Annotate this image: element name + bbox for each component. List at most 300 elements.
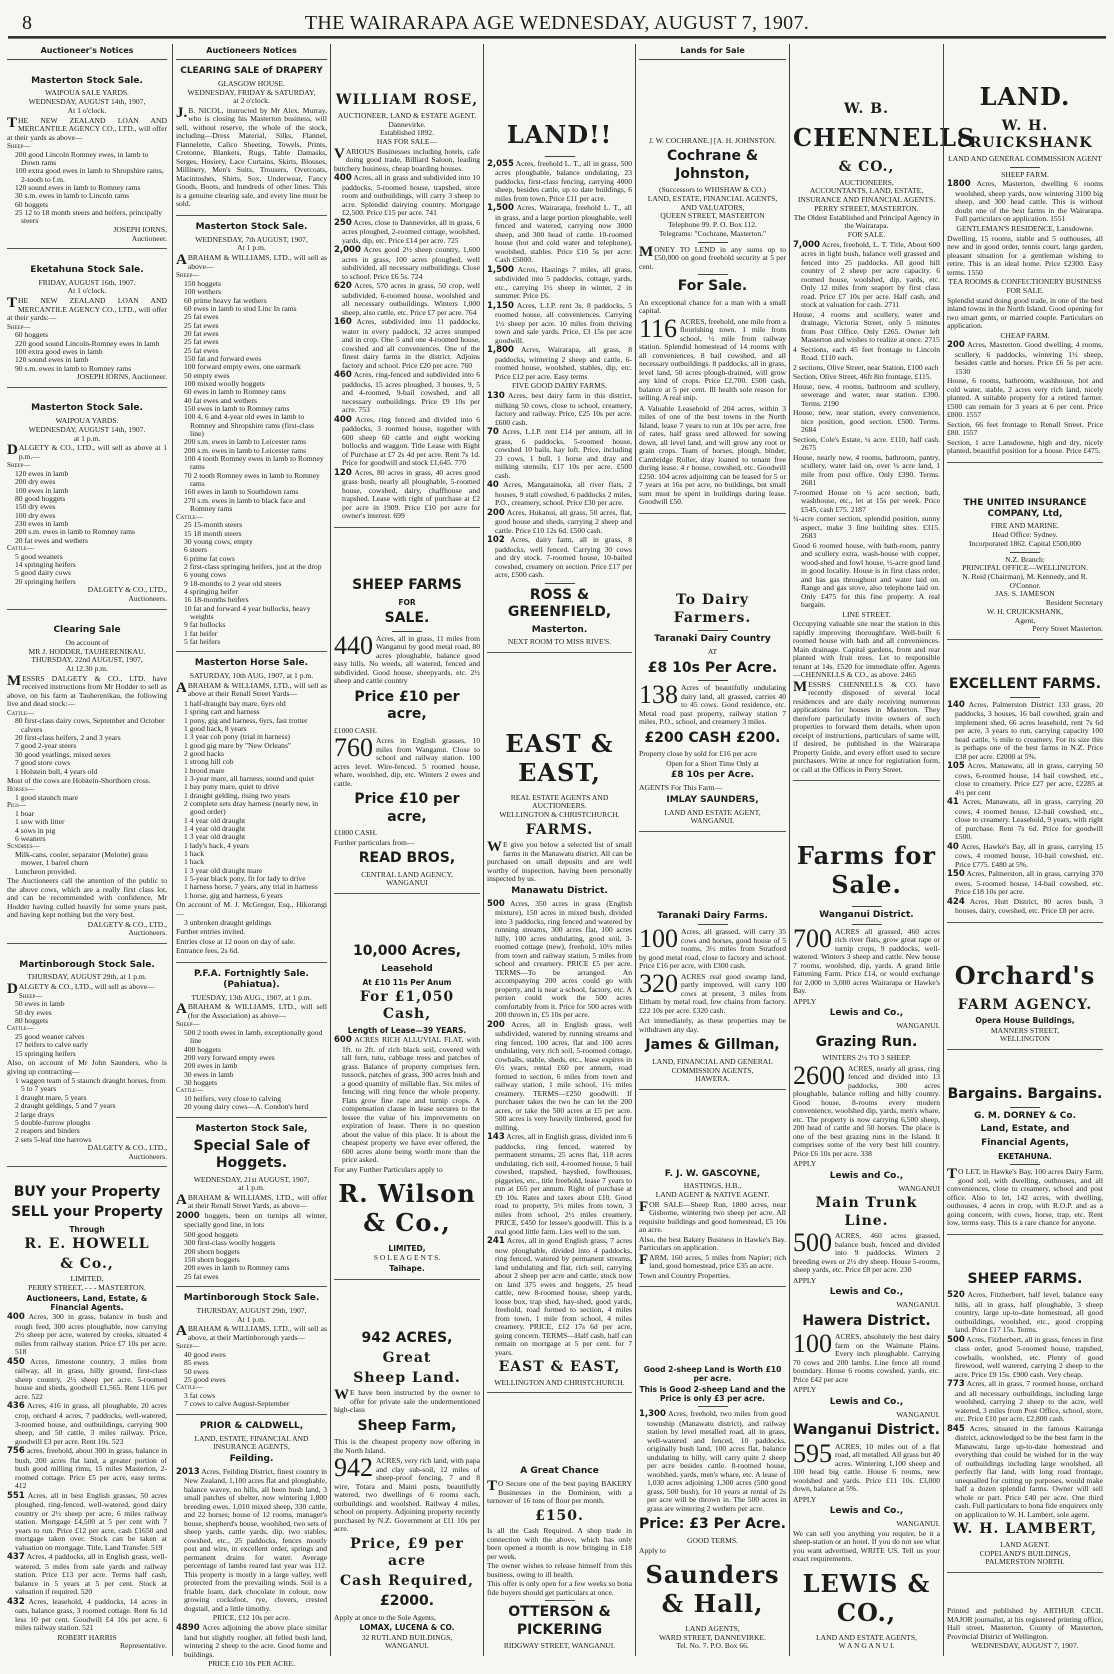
list-item: 30 s.m. ewes in lamb to Lincoln rams	[15, 191, 130, 201]
lot-description: Acres, freehold L. T., all in grass, 500 acres ploughable, balance undulating, 23 paddocks, first-class fencing, carrying 4000 sheep, besides cattle, up to date buildings, 6 miles from town. Price £11 per acre.	[495, 158, 632, 203]
category-label: Cattle—	[7, 708, 34, 717]
lot-description: acres, freehold, about 300 in grass, balance in bush, 200 acres flat land, a greater portion of bush good milling rimu, 15 miles Masterton, 2-roomed cottage. Price £5 per acre, easy terms. 412	[15, 1446, 167, 1491]
centered-line: LAND, ESTATE, FINANCIAL AGENTS, AND VALUATORS,	[647, 194, 778, 212]
ad-subheading: Good 2-sheep Land is Worth £10 per acre.	[643, 1364, 782, 1384]
property-lot	[487, 204, 632, 265]
banner-heading: £8 10s Per Acre.	[647, 659, 778, 676]
paragraph: An exceptional chance for a man with a small capital.	[639, 297, 786, 316]
list-item: 3 unbroken draught geldings	[184, 918, 272, 928]
paragraph: FARM, 160 acres, 5 miles from Napier; rich land, good homestead, price £35 an acre.	[639, 1251, 786, 1271]
ad-subheading: FOR	[398, 597, 416, 607]
lot-acreage: 551	[7, 1490, 25, 1501]
property-lot	[947, 341, 1103, 376]
ad-heading: Lewis and Co.,	[829, 1170, 904, 1181]
paragraph: MESSRS CHENNELLS & CO. have recently disposed of several local residences and are daily receiving numerous applications for houses in Masterton. They therefore particularly invite owners of such properties to forward them details, when upon receipt of instructions, particulars of same will, if desired, be published in the Wairarapa Property Guide, and every effort used to secure purchasers. Write at once for registration form, or call at the Offices in Perry Street.	[793, 678, 940, 774]
centered-line: at 1 p.m.	[238, 1183, 265, 1193]
list-item: 100 ewes in lamb	[15, 485, 69, 495]
lot-description: Acres, ring-fenced and subdivided into 6 paddocks, 15 acres ploughed, 3 houses, 9, 5 and 4-roomed, 9-bail cowshed, and all necessary outbuildings. Price £9 10s per acre. 753	[342, 370, 481, 415]
advertisement	[947, 1079, 1103, 1235]
display-lot	[639, 680, 786, 727]
list-item: 2 large drays	[15, 1109, 55, 1119]
lot-acreage: 138	[639, 680, 678, 710]
lot-description: Acres, leasehold, 4 paddocks, 14 acres in oats, balance grass, 3 roomed cottage. Rent 6s 1d less 10 per cent. Goodwill £4 10s per acre. 6 miles railway station. 521	[15, 1596, 168, 1633]
list-item: 25 12 to 18 month steers and heifers, principally steers	[15, 208, 162, 226]
centered-line: At 1 o'clock.	[67, 105, 107, 115]
paragraph: Further entries invited.	[176, 927, 246, 937]
column-content	[176, 44, 327, 60]
paragraph: MESSRS DALGETY & CO., LTD. have received instructions from Mr Hodder to sell as above, on his farm at Tauherenikau, the following live and dead stock:—	[7, 672, 167, 709]
list-item: 2 complete sets dray harness (nearly new, in good order)	[184, 798, 319, 817]
item-list	[7, 810, 167, 843]
column-header: Auctioneers Notices	[176, 44, 327, 60]
ad-heading: Feilding.	[229, 1453, 274, 1464]
lot-description: Acres, 4 paddocks, all in English grass, well-watered, 5 miles from sale yards and railway station. Price £13 per acre. Terms half cash, balance in 5 years at 5 per cent. Stock at valuation if required. 520	[15, 1552, 167, 1597]
centered-line: WANGANUI.	[385, 1641, 429, 1651]
property-lot	[947, 898, 1103, 916]
item-list	[176, 700, 327, 900]
paragraph: Dwelling, 15 rooms, stable and 5 outhouses, all new and in good order, tennis court, large garden, pleasant situation for a gentleman wishing to retire. This is an ideal home. Price £2300. Easy terms. 1550	[947, 233, 1103, 277]
lot-acreage: 200	[487, 507, 505, 518]
lot-acreage: 424	[947, 896, 965, 907]
centered-line: HASTINGS, H.B.,	[683, 1181, 742, 1191]
centered-line: LIMITED,	[70, 1274, 104, 1284]
property-lot	[487, 266, 632, 301]
paragraph: AGENTS For This Farm—	[639, 783, 723, 793]
property-lot	[793, 346, 940, 363]
lot-description: Acres, situated in the famous Kairanga district, acknowledged to be the best farm in the Manawatu, large up-to-date homestead and everything that could be wished for in the way of outbuildings including large woolshed, all perfectly flat land, with long road frontage, unequalled for cutting up purposes, would make half a dozen splendid farms. Owner will sell whole or part. Price £40 per acre. One third cash. Full particulars to bona fide enquirers only on application to W. H. Lambert, sole agent.	[955, 1423, 1103, 1519]
list-item: 200 very forward empty ewes	[184, 1052, 275, 1062]
paragraph: DALGETY & CO., LTD., will sell as above at 1 p.m.—	[7, 442, 167, 461]
lot-acreage: 250	[334, 217, 352, 228]
paragraph: ABRAHAM & WILLIAMS, LTD., will sell as above—	[176, 252, 327, 271]
advertisement	[176, 1415, 327, 1674]
list-item: 30 ewes in lamb	[184, 1069, 234, 1079]
lot-acreage: 1,300	[639, 1409, 666, 1420]
signature-line: JOSEPH IORNS,	[113, 224, 167, 234]
lot-acreage: 432	[7, 1596, 25, 1607]
centered-line: HAWERA.	[695, 1074, 730, 1084]
paragraph: THE NEW ZEALAND LOAN AND MERCANTILE AGENCY CO., LTD., will offer at their yards as above—	[7, 114, 167, 142]
list-item: 20 fat ewes	[184, 328, 219, 338]
lot-acreage: 450	[7, 1356, 25, 1367]
item-list	[7, 331, 167, 373]
property-lot	[793, 454, 940, 488]
category-label: Cattle—	[176, 1383, 203, 1392]
lot-description: Acres, 80 acres in grass, 40 acres good grass bush, nearly all ploughable, 5-roomed house, cowshed, dairy, chaffhouse and trapshed. Lease with right of purchase at £2 per acre in 1909. Price £10 per acre for owner's interest. 699	[342, 467, 480, 521]
column-header: Auctioneer's Notices	[7, 44, 167, 60]
lot-description: hoggets, been on turnips all winter, specially good line, in lots	[184, 1210, 327, 1230]
property-lot	[176, 1468, 327, 1614]
property-lot	[793, 542, 940, 610]
list-item: 15 springing heifers	[15, 1048, 76, 1058]
category-label: Sheep—	[176, 1342, 200, 1351]
property-lot	[947, 762, 1103, 797]
divider	[698, 680, 728, 681]
property-lot	[487, 428, 632, 480]
lot-acreage: 116	[639, 313, 678, 343]
list-item: 9 18-months to 2 year old steers	[184, 578, 282, 588]
lot-description: Acres, Wairarapa, freehold L. T., all in grass, and a large portion ploughable, well fenced and watered, carrying now 3000 sheep, and 300 head of cattle. 10-roomed house (hot and cold water and telephone), woolshed, stables. Price £10 5s per acre: Cash £5000.	[495, 203, 632, 265]
banner-heading: EXCELLENT FARMS.	[948, 676, 1102, 693]
ornate-heading: & CO.,	[838, 159, 895, 176]
lot-acreage: 241	[487, 1236, 505, 1247]
list-item: 120 sound ewes in lamb	[15, 355, 89, 365]
lot-acreage: 520	[947, 1290, 965, 1301]
list-item: 25 good ewes	[184, 1375, 226, 1384]
banner-heading: Wanganui District.	[793, 1422, 940, 1439]
list-item: 7 cows to calve August-September	[184, 1399, 290, 1409]
advertisement	[334, 570, 480, 894]
centered-line: SHEEP FARM.	[1001, 169, 1049, 179]
item-list	[176, 1029, 327, 1087]
ornate-heading: £150.	[535, 1507, 584, 1524]
lot-acreage: 400	[7, 1312, 25, 1323]
display-lot	[793, 1438, 940, 1494]
list-item: 5 double-furrow ploughs	[15, 1117, 91, 1127]
banner-heading: SALE.	[384, 610, 430, 626]
lot-description: Acres, Palmerston District 133 grass, 20 paddocks, 3 houses, 16 bail cowshed, grain and implement shed, 66 acres leasehold, rent 7s 6d per acre, 3 years to run, carrying capacity 100 head cattle, ¼ mile to creamery. For its size this is perhaps one of the best farms in N.Z. Price £38 per acre. £2000 at 5%.	[955, 699, 1103, 761]
lot-acreage: 773	[947, 1379, 965, 1390]
ad-heading: A Great Chance	[520, 1466, 599, 1477]
paragraph: Apply to	[639, 1545, 666, 1555]
lot-acreage: 70	[487, 427, 499, 438]
ad-heading: P.F.A. Fortnightly Sale. (Pahiatua).	[194, 968, 309, 990]
centered-line: THURSDAY, AUGUST 29th, at 1 p.m.	[27, 972, 147, 982]
advertisement	[176, 216, 327, 652]
ornate-heading: WILLIAM ROSE,	[335, 92, 479, 109]
lot-acreage: 200	[947, 340, 965, 351]
lot-description: Acres, 416 in grass, all ploughable, 20 acres crop, orchard 4 acres, 7 paddocks, well-watered, 3-roomed house, and outbuildings, carrying 900 sheep, and 50 cattle, 3 miles railway. Price, goodwill £3 per acre. Rent 10s. 523	[15, 1401, 167, 1446]
lot-description: Section, Olive Street, 46ft 8in frontage, £115.	[793, 372, 932, 382]
ad-subheading: Auctioneers, Land, Estate, & Financial Agents.	[26, 1293, 148, 1313]
lot-description: Acres, subdivided into 11 paddocks, water in every paddock, 32 acres stumped and in crop. One 5 and one 4-roomed house, cowshed and all conveniences. One of the finest dairy farms in the district. Adjoins factory and school. Price £20 per acre. 760	[342, 317, 481, 370]
paragraph: For any Further Particulars apply to	[334, 1164, 443, 1174]
ad-subheading: Taihape.	[389, 1264, 425, 1273]
list-item: 15 18 month steers	[184, 528, 242, 538]
advertisement	[487, 111, 632, 653]
ad-subheading: LOMAX, LUCENA & CO.	[359, 1623, 455, 1633]
advertisement	[947, 73, 1103, 463]
list-item: 10 heifers, very close to calving	[184, 1094, 281, 1104]
property-lot	[793, 515, 940, 541]
list-item: 100 forward empty ewes, one earmark	[184, 362, 301, 372]
lot-acreage: 2,055	[487, 158, 514, 169]
advertisement	[334, 936, 480, 1280]
property-lot	[7, 1492, 167, 1553]
lot-description: Acres, Hukanui, all grass, 50 acres, flat, good house and sheds, carrying 2 sheep and cattle. Price £10 12s 6d. £500 cash.	[495, 507, 632, 535]
ornate-heading: & Co.,	[60, 1255, 114, 1272]
signature-line: DALGETY & CO., LTD.,	[87, 585, 167, 595]
lot-acreage: 500	[947, 1334, 965, 1345]
lot-acreage: 41	[947, 797, 959, 808]
list-item: 1 Holstein bull, 4 years old	[15, 766, 98, 776]
lot-acreage: 1,500	[487, 264, 514, 275]
property-lot	[334, 219, 480, 246]
list-item: 100 extra good ewes in lamb	[15, 346, 103, 356]
banner-heading: James & Gillman,	[645, 1037, 780, 1054]
ornate-heading: W. H. CRUICKSHANK	[957, 117, 1093, 152]
list-item: 7 good 2-year steers	[15, 741, 77, 751]
category-label: Sheep—	[176, 271, 200, 280]
banner-heading: OTTERSON & PICKERING	[508, 1604, 611, 1638]
item-list	[7, 1033, 167, 1058]
banner-heading: READ BROS,	[358, 850, 456, 866]
list-item: 80 hoggets	[15, 1016, 49, 1026]
lot-description: ACRES, absolutely the best dairy farm on the Waimate Plains. Every inch ploughable. Carrying 70 cows and 200 lambs. Line fence all round boundary. House 6 rooms cowshed, yards, etc. Price £42 per acre	[793, 1332, 940, 1384]
list-item: 60 hoggets	[15, 330, 49, 340]
banner-heading: Price £10 per acre,	[354, 791, 460, 825]
ad-subheading: Length of Lease—39 YEARS.	[347, 1025, 467, 1035]
property-lot	[487, 346, 632, 381]
paragraph: APPLY	[793, 996, 817, 1006]
list-item: 40 good ewes	[184, 1349, 226, 1359]
list-item: 60 hoggets	[15, 199, 49, 209]
property-lot	[334, 282, 480, 317]
list-item: 270 s.m. ewes in lamb to black face and Romney rams	[184, 495, 306, 514]
lot-acreage: 200	[487, 1019, 505, 1030]
centered-line: FIVE GOOD DAIRY FARMS.	[512, 381, 607, 391]
centered-line: AT	[707, 647, 718, 657]
paragraph: Most of the cows are Holstein-Shorthorn cross.	[7, 775, 151, 785]
centered-line: WINTERS 2½ TO 3 SHEEP.	[822, 1053, 911, 1063]
list-item: 25 fat ewes	[184, 320, 219, 330]
banner-heading: Price: £3 Per Acre.	[639, 1516, 786, 1533]
centered-line: LINE STREET.	[842, 609, 891, 619]
centered-line: WEDNESDAY, 21st AUGUST, 1907,	[193, 1174, 310, 1184]
lot-acreage: 105	[947, 761, 965, 772]
paragraph: APPLY	[793, 1494, 817, 1504]
lot-description: Section, Cole's Estate, ¼ acre. £110, half cash. 2675	[793, 434, 940, 453]
property-lot	[7, 1402, 167, 1446]
lot-acreage: 140	[947, 699, 965, 710]
property-lot	[334, 371, 480, 415]
list-item: 2 first-class springing heifers, just at the drop	[184, 561, 322, 571]
lot-description: Acres, all in best English grasses, 50 acres ploughed, ring-fenced, well-watered, good dairy country or 2½ sheep per acre, 6 miles railway station. Mortgage £4,500 at 5 per cent with 7 years to run. Price £12 per acre, cash £1650 and mortgage taken over. Stock can be taken at valuation on mortgage. Title, Land Transfer. 519	[15, 1490, 167, 1552]
lot-acreage: 600	[334, 1035, 352, 1046]
lot-description: Acres, ring fenced and divided into 6 paddocks, 3 roomed house, together with 600 sheep 60 cattle and eight working bullocks and waggon. Title Lease with Right of Purchase at £7 2s 4d per acre. Rent 7s 1d. Price for goodwill and stock £1,645. 770	[342, 414, 480, 468]
divider	[698, 242, 728, 243]
centered-line: GENTLEMAN'S RESIDENCE, Lansdowne.	[956, 223, 1094, 233]
item-list	[176, 521, 327, 646]
ornate-heading: W. B.	[844, 100, 889, 117]
paragraph: APPLY	[793, 1159, 817, 1169]
banner-heading: SHEEP FARMS.	[967, 1270, 1083, 1287]
list-item: 1 spring cart and harness	[184, 707, 260, 717]
advertisement	[487, 720, 632, 1393]
lot-description: ACRES, very rich land, with papa and clay sub-soil, 12 miles of sheep-proof fencing, 7 and 8 wire, Totara and Maini posts, beautifully watered, two dwellings of 6 rooms each, outbuildings and woolshed. Railway 4 miles, school on property. Adjoining property recently purchased by N.Z. Government at £11 10s per acre.	[334, 1456, 480, 1534]
advertisement	[176, 1287, 327, 1415]
lot-description: ACRES, 460 acres grassed, balance bush, fenced and divided into 9 paddocks. Winters 2 breeding ewes or 2½ dry sheep. House 5-rooms, sheep yards, etc. Price £8 per acre. 230	[793, 1231, 940, 1275]
paragraph: WE give you below a selected list of small farms in the Manawatu district. All can be purchased on small deposits and are well worthy of inspection, having been personally inspected by us.	[487, 839, 632, 884]
ad-heading: Masterton Stock Sale,	[195, 1123, 308, 1134]
ornate-heading: Great	[382, 1350, 432, 1367]
list-item: 9 fat bullocks	[184, 620, 226, 630]
lot-description: Acres, Hastings 7 miles, all grass, subdivided into 5 paddocks, cottage, yards, etc., carrying 1½ sheep in winter, 2 in summer. Price £6.	[495, 264, 632, 301]
property-lot	[7, 1553, 167, 1597]
ornate-heading: FARM AGENCY.	[957, 996, 1093, 1013]
item-list	[176, 1095, 327, 1112]
centered-line: WANGANUI	[386, 878, 428, 888]
centered-line: WANGANUI.	[690, 816, 735, 826]
centered-line: WELLINGTON AND CHRISTCHURCH.	[494, 1377, 625, 1387]
property-lot	[487, 536, 632, 580]
list-item: 200 shorn hoggets	[184, 1246, 240, 1256]
centered-line: Agent,	[1014, 615, 1036, 625]
signature-line: WANGANUI.	[896, 1020, 940, 1030]
list-item: 200 s.m. ewes in lamb to Leicester rams	[184, 445, 307, 455]
centered-line: at 2 o'clock.	[233, 96, 270, 106]
lot-description: Acres, all in English grass, divided into 6 paddocks, ring fenced, watered by permanent streams, 25 acres flat, 118 acres undulating, rich soil, 4-roomed house, 5 bail cowshed, trapshed, hayshed, fowlhouses, piggeries, etc., title freehold, lease 7 years to run at £65 per annum. Right of purchase at £9 10s. Rates and taxes about £10. Good road to property, 5½ miles from town, 3 miles from school, 2½ miles creamery. PRICE, £450 for lessee's goodwill. This is a real good little farm. Lies well to the sun.	[495, 1132, 632, 1236]
lot-description: Acres, 350 acres in grass (English mixture), 150 acres in mixed bush, divided into 3 paddocks, ring fenced and watered by running streams, 300 acres flat, 100 acres hilly, 100 acres undulating, good soil, 3-roomed cottage (new), freehold, 10½ miles from town and railway station, 5 miles from school and creamery. PRICE £5 per acre. TERMS—To be arranged. An accompanying 200 acres could go with property, and is near a school, factory, etc. A person could work the 500 acres comfortably from it. Price for 500 acres with 200 thrown in, £5 10s per acre.	[495, 898, 632, 1020]
ad-heading: Martinborough Stock Sale.	[183, 1293, 320, 1304]
lot-acreage: 620	[334, 281, 352, 292]
item-list	[176, 1392, 327, 1409]
lot-description: Acres, all in grass, 7 roomed house, orchard and all necessary outbuildings, including large woolshed, carrying 2 sheep to the acre, well watered, 3 miles from Post Office, school, store, etc. Price £10 per acre. £2,800 cash.	[955, 1379, 1103, 1424]
property-lot	[487, 900, 632, 1020]
list-item: 200 ewes in lamb	[184, 1061, 238, 1071]
banner-heading: Grazing Run.	[815, 1033, 918, 1050]
paragraph: £1800 CASH.	[334, 828, 378, 837]
list-item: 50 ewes in lamb	[15, 999, 65, 1009]
property-lot	[487, 392, 632, 427]
item-list	[176, 919, 327, 927]
list-item: 1 3 year old draught mare	[184, 865, 263, 875]
display-heading: LEWIS & CO.,	[802, 1568, 931, 1627]
divider	[698, 924, 728, 925]
list-item: 6 young cows	[184, 570, 227, 580]
item-list	[7, 851, 167, 876]
centered-line: TEA ROOMS & CONFECTIONERY BUSINESS FOR SALE.	[948, 277, 1102, 295]
centered-line: REAL ESTATE AGENTS AND AUCTIONEERS.	[510, 792, 609, 811]
lot-description: ACRES, 10 miles out of a flat road, all metalled. All grass but 40 acres. Wintering 1,100 sheep and 100 head big cattle. House 6 rooms, new woolshed and yards. Price £11 10s. £3,000 down, balance at 5%.	[793, 1441, 940, 1494]
lot-acreage: 440	[334, 630, 373, 660]
column-4	[483, 44, 635, 1656]
ad-heading: Taranaki Dairy Farms.	[657, 910, 768, 921]
centered-line: QUEEN STREET, MASTERTON	[660, 211, 765, 221]
property-lot	[176, 1212, 327, 1230]
list-item: 6 steers	[184, 545, 207, 555]
display-lot	[793, 1329, 940, 1384]
lot-acreage: 100	[793, 1329, 832, 1359]
centered-line: LAND AND ESTATE AGENT,	[664, 807, 761, 817]
paragraph: J.B. NICOL, instructed by Mr Alex. Murray, who is closing his Masterton business, will sell, without reserve, the whole of the stock, including—Dress Material, Silks, Flannel, Flannelette, Calico Sheeting, Towels, Prints, Cretonne, Blankets, Rugs, Table Damasks, Serges, Hosiery, Lace Curtains, Skirts, Blouses, Millinery, Men's Suits, Trousers, Overcoats, Macintoshes, Shirts, Sox, Underwear, Fancy Goods, Boots, and hundreds of other lines. This is a genuine clearing sale, and every line must be sold.	[176, 104, 327, 209]
centered-line: Open for a Short Time Only at	[666, 758, 759, 768]
lot-acreage: 436	[7, 1401, 25, 1412]
property-lot	[487, 1021, 632, 1133]
property-lot	[487, 302, 632, 346]
list-item: 25 fat ewes	[184, 1271, 219, 1281]
display-heading: CHENNELLS	[793, 123, 976, 153]
lot-acreage: 4890	[176, 1622, 200, 1633]
lot-acreage: 40	[947, 841, 959, 852]
centered-line: N.Z. Branch:	[1005, 554, 1045, 564]
list-item: 120 ewes in lamb	[15, 468, 69, 478]
list-item: 1 good hack, 8 years	[184, 723, 247, 733]
item-list	[7, 553, 167, 586]
centered-line: WELLINGTON & CHRISTCHURCH.	[499, 810, 620, 820]
centered-line: ROBERT HARRIS	[57, 1632, 117, 1642]
paragraph: Entries close at 12 noon on day of sale.	[176, 936, 296, 946]
lot-description: Acres, Fitzherbert, all in grass, fences in first class order, good 5-roomed house, trapshed, cowbails, woolshed, etc. Plenty of good firewood, well watered, carrying 2 sheep to the acre. Price £9 15s. £900 cash. Very cheap.	[955, 1334, 1103, 1379]
lot-acreage: 437	[7, 1552, 25, 1563]
divider	[1010, 697, 1040, 698]
paragraph: ABRAHAM & WILLIAMS, LTD., will sell (for the Association) as above—	[176, 1001, 327, 1020]
ad-heading: Wanganui District.	[819, 909, 914, 920]
signature-line: Auctioneer.	[131, 233, 167, 243]
property-lot	[947, 1291, 1103, 1335]
ad-heading: Taranaki Dairy Country	[654, 634, 771, 645]
list-item: 1 draught mare, 5 years	[15, 1092, 87, 1102]
centered-line: W. H. CRUICKSHANK,	[986, 606, 1064, 616]
list-item: 60 ewes in lamb to Romney rams	[184, 387, 286, 397]
centered-line: WELLINGTON	[999, 1034, 1051, 1044]
paragraph: Occupying valuable site near the station in this rapidly improving thoroughfare. Well-built 6 roomed house with bath and all conveniences. Main drainage. Capital gardens, front and rear planted with fruit trees. Let to responsible tenant at 14s. £520 for immediate offer. Agents—CHENNELLS & CO., as above. 2465	[793, 619, 940, 680]
category-label: Cattle—	[7, 544, 34, 552]
centered-line: WEDNESDAY, 7th AUGUST, 1907,	[195, 234, 308, 244]
property-lot	[793, 364, 940, 373]
list-item: 1 half-draught bay mare, 6yrs old	[184, 698, 286, 708]
centered-line: LAND AGENT.	[1000, 1539, 1050, 1549]
list-item: 90 s.m. ewes in lamb to Romney rams	[15, 363, 132, 373]
list-item: 6 prime fat cows	[184, 553, 235, 563]
property-lot	[793, 373, 940, 382]
ad-heading: Masterton Stock Sale.	[195, 221, 308, 232]
centered-line: LAND, ESTATE, FINANCIAL AND INSURANCE AGENTS,	[194, 1433, 309, 1452]
lot-acreage: 1,800	[487, 345, 514, 356]
ad-heading: £8 10s per Acre.	[670, 770, 755, 781]
centered-line: At 1 o'clock.	[67, 286, 107, 296]
paragraph: The owner wishes to release himself from this business, owing to ill health.	[487, 1561, 632, 1579]
centered-line: PRICE, £12 10s per acre.	[212, 1613, 291, 1623]
lot-description: Acres, all in good English grass, 7 acres now ploughable, divided into 4 paddocks, ring fenced, watered by permanent streams, land undulating and flat, rich soil, carrying about 2 sheep per acre and cattle, stock now on land 375 ewes and hoggets, 25 head cattle, new 8-roomed house, sheep yards, loose box, trap shed, hay-shed, good yards, freehold, road formed to section, 4 miles from town, 1 mile from school, 4 miles creamery. PRICE, £12 17s 6d per acre, going concern. TERMS—Half cash, half can remain on mortgage at 5 per cent. for 7 years.	[495, 1236, 633, 1357]
list-item: 50 empty ewes	[184, 370, 230, 380]
centered-line: THURSDAY, 22nd AUGUST, 1907,	[31, 655, 143, 665]
centered-line: GOOD TERMS.	[687, 1535, 738, 1545]
paragraph: ABRAHAM & WILLIAMS, LTD., will offer at their Renall Street Yards, as above—	[176, 1191, 327, 1211]
list-item: 4 springing heifer	[184, 586, 238, 596]
ad-heading: Financial Agents,	[981, 1138, 1069, 1149]
property-lot	[334, 246, 480, 281]
banner-heading: Hawera District.	[802, 1312, 931, 1329]
lot-acreage: 1,150	[487, 300, 514, 311]
centered-line: PRINCIPAL OFFICE—WELLINGTON.	[962, 563, 1088, 573]
list-item: 1 hack	[184, 849, 205, 859]
list-item: 6 weaners	[15, 834, 46, 844]
ornate-heading: Cash Required,	[340, 1572, 474, 1589]
column-2	[172, 44, 330, 1668]
paragraph: This offer is only open for a few weeks so bona fide buyers should get particulars at once.	[487, 1579, 632, 1597]
advertisement	[947, 952, 1103, 1050]
lot-description: ACRES, nearly all grass, ring fenced and divided into 13 paddocks, 300 acres ploughable, balance rolling and hilly country. Good house, 8-rooms every modern convenience, woolshed dip, yards, men's whare, etc. The property is now carrying 6,500 sheep, 200 head of cattle and 50 horses. The place is one of the best grazing runs in the Island. It comprises some of the very best hill country. Price £6 10s per acre. 338	[793, 1063, 940, 1158]
list-item: 150 ewes in lamb to Romney rams	[184, 404, 290, 414]
property-lot	[7, 1598, 167, 1633]
ad-heading: Martinborough Stock Sale.	[19, 959, 155, 970]
lot-acreage: 700	[793, 923, 832, 953]
list-item: 1 3 year old draught	[184, 832, 246, 842]
property-lot	[639, 1410, 786, 1513]
list-item: 14 springing heifers	[15, 560, 76, 570]
lot-description: Acres, Manawatu, all in grass, carrying 50 cows, 6-roomed house, 14 bail cowshed, etc., close to creamery. Price £27 per acre, £2285 at 4½ per cent	[955, 761, 1104, 797]
paragraph: TO Secure one of the best paying BAKERY Businesses in the Dominion, with a turnover of 16 tons of flour per month.	[487, 1478, 632, 1506]
display-lot	[639, 924, 786, 971]
lot-description: Acres, Masterton. Good dwelling, 4 rooms, scullery, 6 paddocks, wintering 1½ sheep, besides cattle and horses. Price £6 5s per acre. 1530	[955, 340, 1103, 376]
lot-description: Acres in English grasses, 10 miles from Wanganui. Close to school and railway station. 100 acres level. Wire-fenced. 5 roomed house, whare, woolshed, dip, etc. Winters 2 ewes and cattle.	[334, 736, 480, 788]
ad-heading: PRIOR & CALDWELL,	[199, 1420, 304, 1431]
ad-heading: Lewis and Co.,	[829, 1396, 904, 1407]
centered-line: Tel. No. 7. P.O. Box 66.	[676, 1641, 749, 1651]
centered-line: W A N G A N U I.	[838, 1641, 895, 1651]
item-list	[176, 1231, 327, 1281]
